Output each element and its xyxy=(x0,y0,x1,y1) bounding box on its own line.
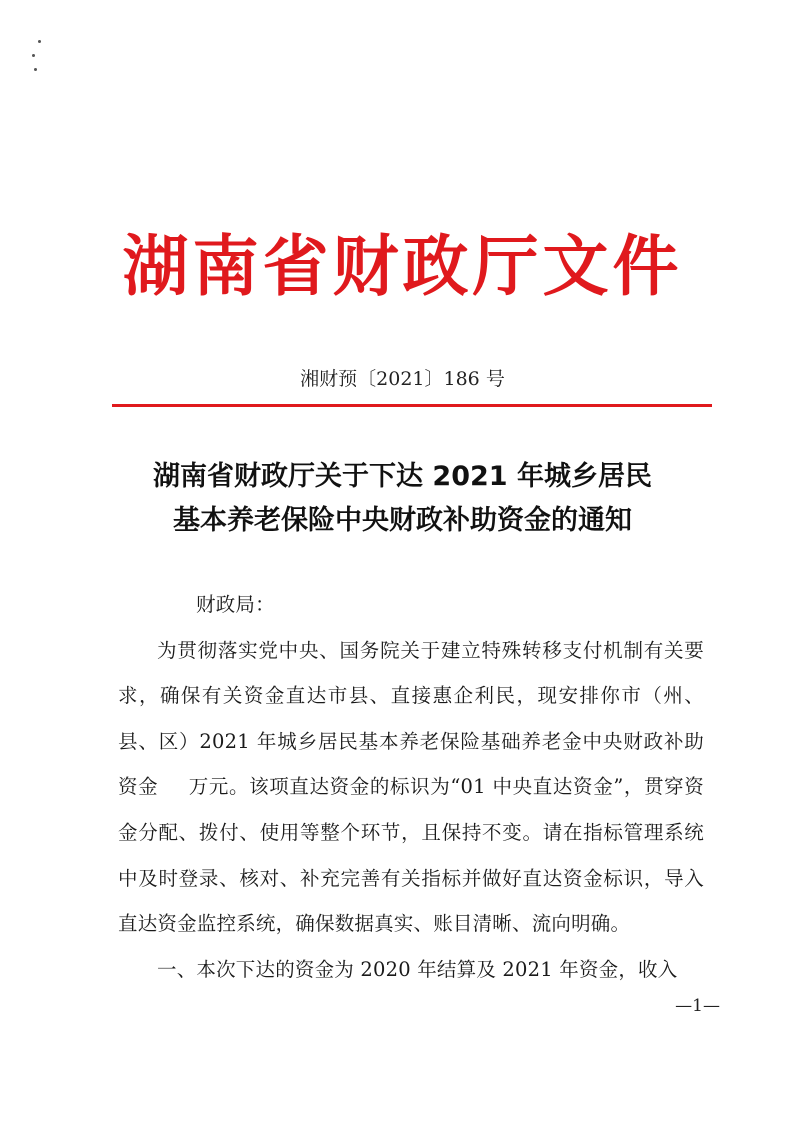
document-title xyxy=(60,455,745,543)
paragraph-1-text-b: 万元。该项直达资金的标识为“01 中央直达资金”，贯穿资金分配、拨付、使用等整个环节，且保持不变。请在指标管理系统中及时登录、核对、补充完善有关指标并做好直达资金标识，导入直达资金监控系统，确保数据真实、账目清晰、流向明确。 xyxy=(118,775,704,936)
document-number: 湘财预〔2021〕186 号 xyxy=(300,368,505,390)
page-number: —1— xyxy=(675,996,720,1016)
issuer-letterhead: 湖南省财政厅文件 xyxy=(122,228,683,305)
title-line-2: 基本养老保险中央财政补助资金的通知 xyxy=(173,505,632,536)
paragraph-2: 一、本次下达的资金为 2020 年结算及 2021 年资金，收入 xyxy=(157,957,678,981)
salutation: 财政局： xyxy=(196,593,275,616)
scan-artifact-marks xyxy=(28,40,58,80)
red-divider-line xyxy=(112,404,712,407)
document-body xyxy=(118,582,704,992)
title-line-1: 湖南省财政厅关于下达 2021 年城乡居民 xyxy=(153,461,652,492)
paragraph-1-text-a: 为贯彻落实党中央、国务院关于建立特殊转移支付机制有关要求，确保有关资金直达市县、直接惠企利民，现安排你市（州、县、区）2021 年城乡居民基本养老保险基础养老金中央财政补助资金 xyxy=(118,638,704,799)
paragraph-1 xyxy=(118,628,704,947)
